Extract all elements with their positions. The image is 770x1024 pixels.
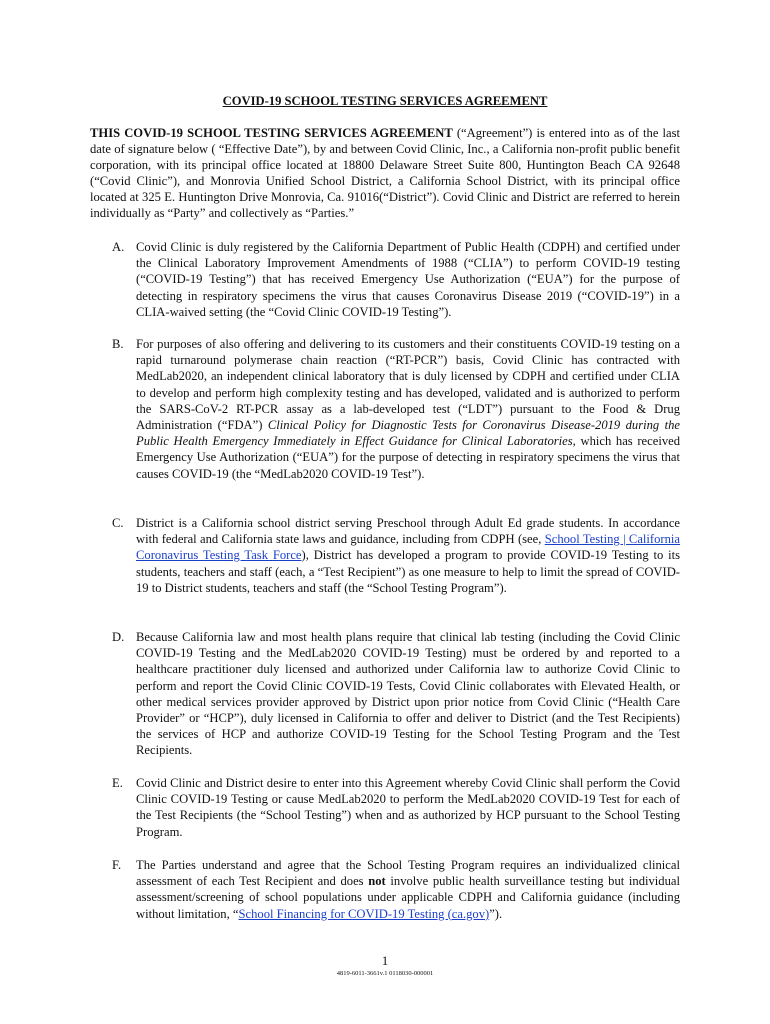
recital-e: [112, 775, 680, 840]
recital-b: [112, 336, 680, 482]
recital-text: [136, 857, 680, 922]
recital-letter: A.: [112, 240, 125, 254]
recital-c: [112, 515, 680, 596]
fda-guidance-title: Clinical Policy for Diagnostic Tests for Coronavirus Disease-2019 during the Public Health Emergency Immediately in Effect Guidance for Clinical Laboratories,: [136, 418, 680, 449]
recital-letter: C.: [112, 516, 124, 530]
recital-f-text-1: The Parties understand and agree that the School Testing Program requires an individualized clinical assessment of each Test Recipient and does: [136, 858, 680, 889]
document-id: 4819-6011-3661v.1 0118030-000001: [336, 970, 434, 977]
recital-text: Because California law and most health plans require that clinical lab testing (including the Covid Clinic COVID-19 Testing and the MedLab2020 COVID-19 Testing) must be ordered by and reported to a healthcare practitioner duly licensed and authorized under California law to authorize Covid Clinic to perform and report the Covid Clinic COVID-19 Tests, Covid Clinic collaborates with Elevated Health, or other medical services provider approved by District upon prior notice from Covid Clinic (“Health Care Provider” or “HCP”), duly licensed in California to offer and deliver to District (and the Test Recipients) the services of HCP and authorize COVID-19 Testing for the School Testing Program and the Test Recipients.: [136, 630, 680, 758]
emphasis-not: not: [368, 874, 386, 889]
recital-text: [136, 336, 680, 482]
document-title: COVID-19 SCHOOL TESTING SERVICES AGREEMENT: [222, 94, 548, 108]
recital-f-text-2: involve public health surveillance testing but individual assessment/screening of school populations under applicable CDPH and California guidance (including without limitation, “: [136, 874, 680, 921]
recital-c-text-1: District is a California school district serving Preschool through Adult Ed grade students. In accordance with federal and California state laws and guidance, including from CDPH (see,: [136, 516, 680, 547]
recital-f: [112, 857, 680, 922]
intro-lead: THIS COVID-19 SCHOOL TESTING SERVICES AGREEMENT: [90, 126, 453, 140]
intro-paragraph: [90, 126, 680, 221]
recital-letter: D.: [112, 630, 125, 644]
recital-b-text-2: which has received Emergency Use Authorization (“EUA”) for the purpose of detecting in respiratory specimens the virus that causes COVID-19 (the “MedLab2020 COVID-19 Test”).: [136, 434, 681, 481]
recital-letter: E.: [112, 776, 123, 790]
recital-letter: F.: [112, 858, 122, 872]
intro-text: (“Agreement”) is entered into as of the last date of signature below ( “Effective Date”), by and between Covid Clinic, Inc., a California non-profit public benefit corporation, with its principal office located at 18800 Delaware Street Suite 800, Huntington Beach CA 92648 (“Covid Clinic”), and Monrovia Unified School District, a California School District, with its principal office located at 325 E. Huntington Drive Monrovia, Ca. 91016(“District”). Covid Clinic and District are referred to herein individually as “Party” and collectively as “Parties.”: [90, 126, 680, 220]
recital-c-text-2: ), District has developed a program to provide COVID-19 Testing to its students, teachers and staff (each, a “Test Recipient”) as one measure to help to limit the spread of COVID-19 to District students, teachers and staff (the “School Testing Program”).: [136, 548, 681, 595]
recital-b-text-1: For purposes of also offering and delivering to its customers and their constituents COVID-19 testing on a rapid turnaround polymerase chain reaction (“RT-PCR”) basis, Covid Clinic has contracted with MedLab2020, an independent clinical laboratory that is duly licensed by CDPH and certified under CLIA to develop and perform high complexity testing and has developed, validated and is authorized to perform the SARS-CoV-2 RT-PCR assay as a lab-developed test (“LDT”) pursuant to the Food & Drug Administration (“FDA”): [136, 337, 680, 433]
recital-d: [112, 629, 680, 759]
recital-a: [112, 239, 680, 320]
page-number: 1: [381, 954, 389, 968]
recital-text: [136, 515, 680, 596]
recital-letter: B.: [112, 337, 124, 351]
recital-text: Covid Clinic is duly registered by the California Department of Public Health (CDPH) and certified under the Clinical Laboratory Improvement Amendments of 1988 (“CLIA”) to perform COVID-19 testing (“COVID-19 Testing”) that has received Emergency Use Authorization (“EUA”) for the purpose of detecting in respiratory specimens the virus that causes Coronavirus Disease 2019 (“COVID-19”) in a CLIA-waived setting (the “Covid Clinic COVID-19 Testing”).: [136, 240, 680, 319]
school-financing-link[interactable]: School Financing for COVID-19 Testing (ca.gov): [238, 906, 490, 921]
recital-text: Covid Clinic and District desire to enter into this Agreement whereby Covid Clinic shall perform the Covid Clinic COVID-19 Testing or cause MedLab2020 to perform the MedLab2020 COVID-19 Test for each of the Test Recipients (the “School Testing”) when and as authorized by HCP pursuant to the School Testing Program.: [136, 776, 680, 839]
school-testing-link[interactable]: School Testing | California Coronavirus Testing Task Force: [136, 532, 680, 563]
recital-f-text-3: ”).: [489, 906, 503, 921]
